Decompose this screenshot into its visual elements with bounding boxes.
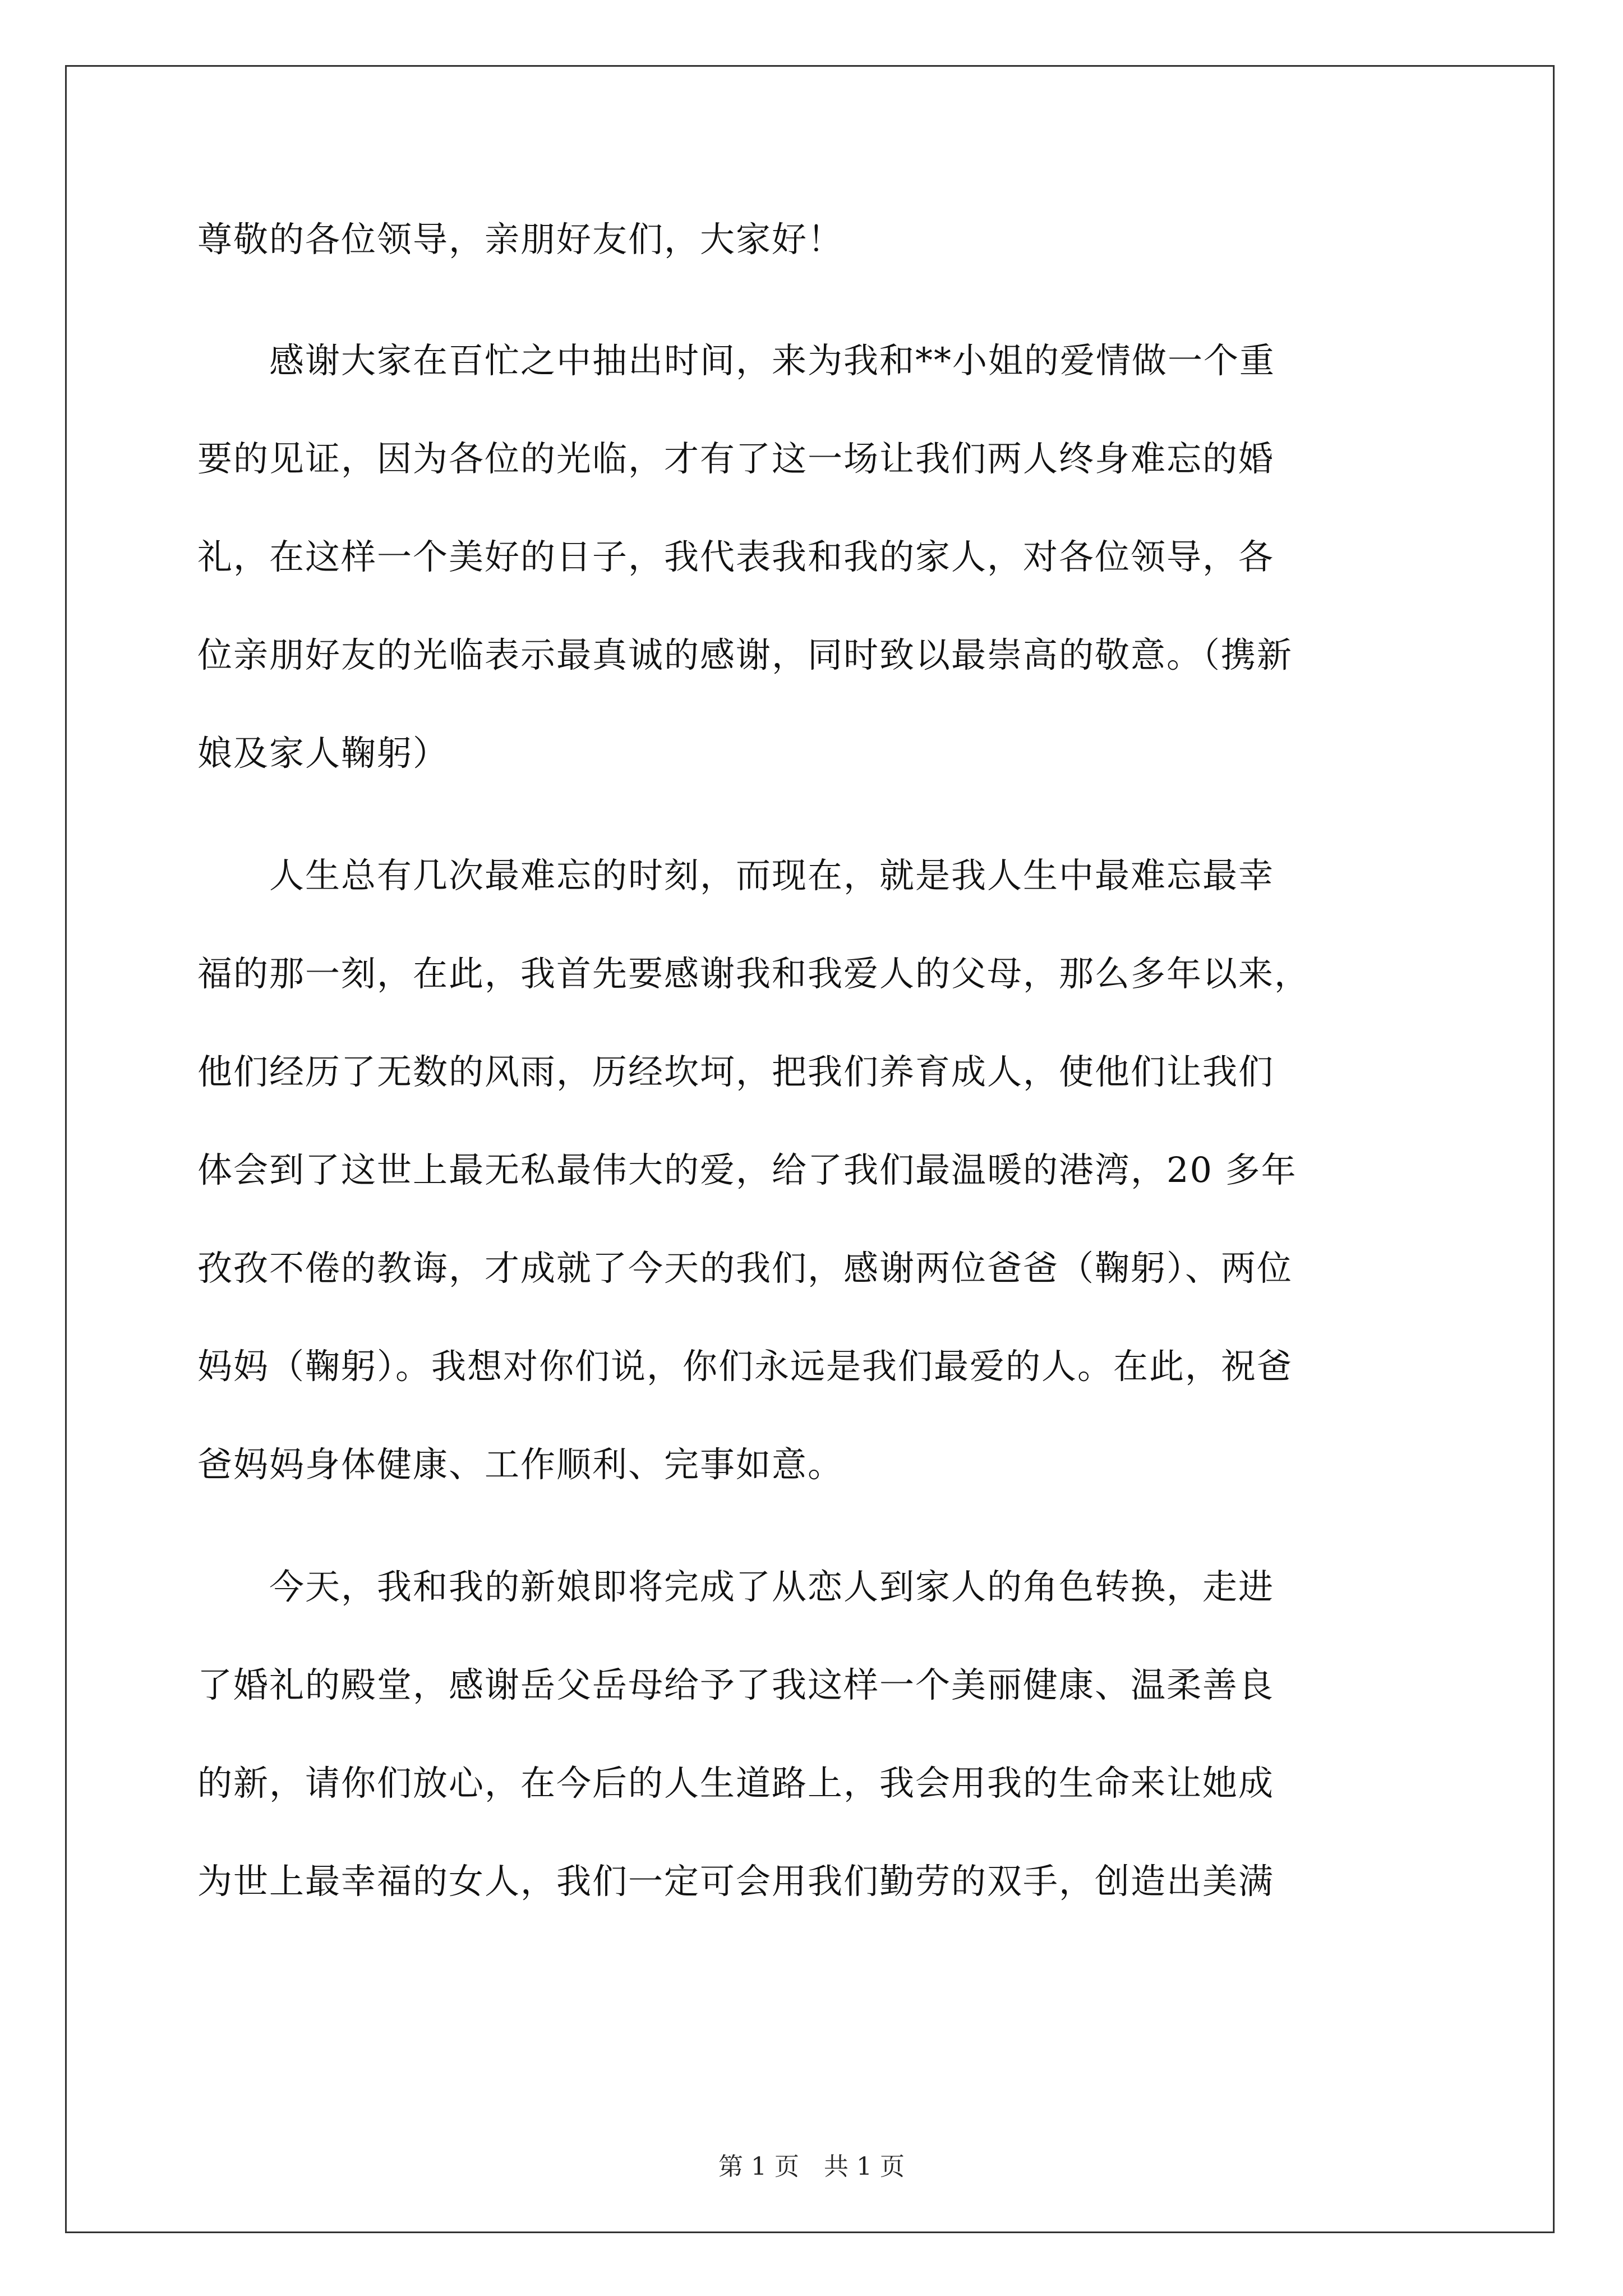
paragraph-line: 为世上最幸福的女人，我们一定可会用我们勤劳的双手，创造出美满 — [197, 1861, 1275, 1902]
paragraph-line: 感谢大家在百忙之中抽出时间，来为我和**小姐的爱情做一个重 — [197, 340, 1276, 381]
paragraph-line: 要的见证，因为各位的光临，才有了这一场让我们两人终身难忘的婚 — [197, 438, 1275, 479]
paragraph-line: 福的那一刻，在此，我首先要感谢我和我爱人的父母，那么多年以来， — [197, 953, 1311, 994]
paragraph-line: 今天，我和我的新娘即将完成了从恋人到家人的角色转换，走进 — [197, 1566, 1275, 1607]
paragraph-line: 位亲朋好友的光临表示最真诚的感谢，同时致以最崇高的敬意。（携新 — [197, 634, 1293, 675]
paragraph-line: 爸妈妈身体健康、工作顺利、完事如意。 — [197, 1444, 844, 1485]
paragraph-line: 娘及家人鞠躬） — [197, 733, 449, 774]
paragraph-line: 体会到了这世上最无私最伟大的爱，给了我们最温暖的港湾，20 多年 — [197, 1149, 1297, 1190]
paragraph-line: 尊敬的各位领导，亲朋好友们，大家好！ — [197, 219, 844, 260]
paragraph-line: 的新，请你们放心，在今后的人生道路上，我会用我的生命来让她成 — [197, 1763, 1275, 1803]
paragraph-line: 他们经历了无数的风雨，历经坎坷，把我们养育成人，使他们让我们 — [197, 1051, 1275, 1092]
paragraph-line: 妈妈（鞠躬）。我想对你们说，你们永远是我们最爱的人。在此，祝爸 — [197, 1346, 1293, 1387]
paragraph-line: 礼，在这样一个美好的日子，我代表我和我的家人，对各位领导，各 — [197, 536, 1275, 577]
page-number-footer: 第 1 页 共 1 页 — [718, 2152, 905, 2181]
paragraph-line: 孜孜不倦的教诲，才成就了今天的我们，感谢两位爸爸（鞠躬）、两位 — [197, 1248, 1293, 1289]
paragraph-line: 了婚礼的殿堂，感谢岳父岳母给予了我这样一个美丽健康、温柔善良 — [197, 1664, 1275, 1705]
paragraph-line: 人生总有几次最难忘的时刻，而现在，就是我人生中最难忘最幸 — [197, 855, 1275, 896]
